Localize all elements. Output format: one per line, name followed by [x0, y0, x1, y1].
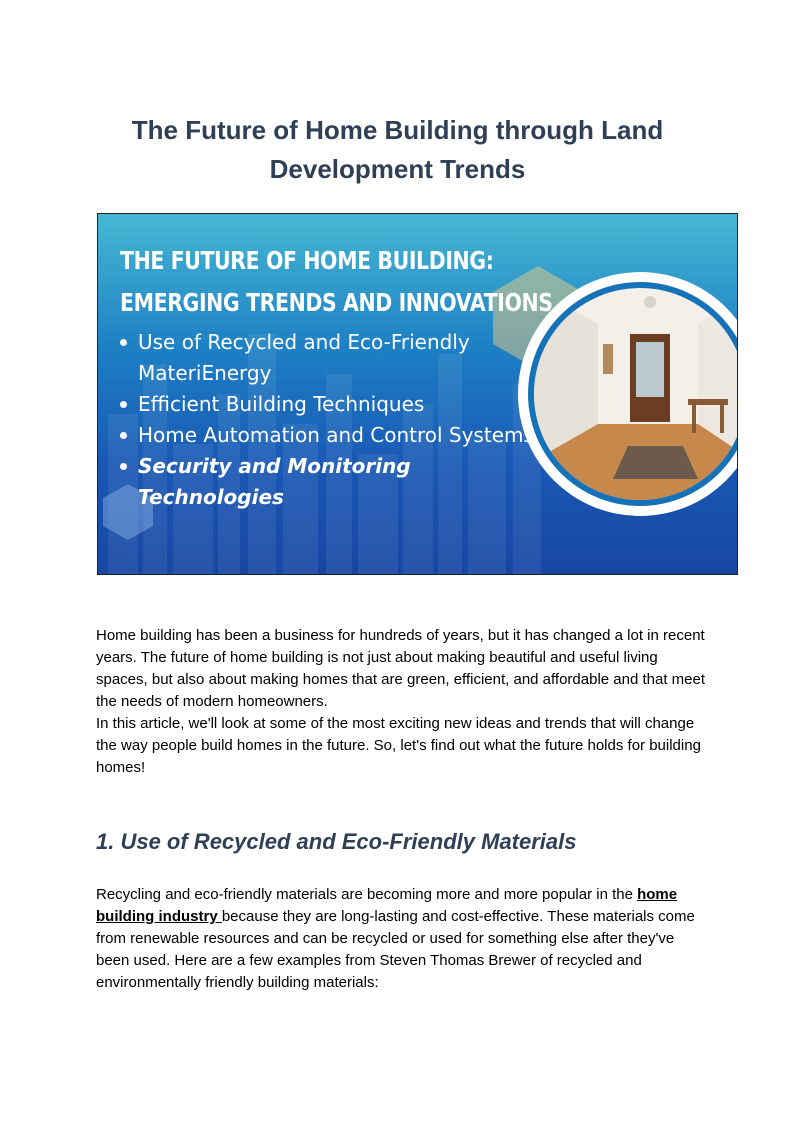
banner-heading-line2: EMERGING TRENDS AND INNOVATIONS	[120, 288, 553, 317]
home-building-industry-link[interactable]: home building industry	[96, 886, 678, 925]
hero-banner-image	[97, 213, 738, 575]
banner-heading-line1: THE FUTURE OF HOME BUILDING:	[120, 246, 494, 275]
banner-item-efficient: Efficient Building Techniques	[118, 389, 558, 420]
section-heading-1: 1. Use of Recycled and Eco-Friendly Materials	[96, 829, 577, 854]
banner-bullet-list	[118, 327, 558, 513]
intro-paragraph-2: In this article, we'll look at some of the most exciting new ideas and trends that will change the way people build homes in the future. So, let's find out what the future holds for building homes!	[96, 715, 701, 776]
page-title: The Future of Home Building through Land Development Trends	[131, 115, 664, 185]
section1-paragraph	[96, 884, 706, 994]
banner-item-automation: Home Automation and Control Systems	[118, 420, 558, 451]
banner-item-recycled: Use of Recycled and Eco-Friendly MateriEnergy	[118, 327, 558, 389]
section1-text-before-link: Recycling and eco-friendly materials are becoming more and more popular in the	[96, 886, 638, 903]
section1-text-after-link: because they are long-lasting and cost-effective. These materials come from renewable resources and can be recycled or used for something else after they've been used. Here are a few examples from Steven Thomas Brewer of recycled and environmentally friendly building materials:	[96, 908, 695, 991]
banner-heading	[120, 240, 553, 324]
banner-item-security: Security and Monitoring Technologies	[118, 451, 558, 513]
intro-paragraph-1: Home building has been a business for hundreds of years, but it has changed a lot in recent years. The future of home building is not just about making beautiful and useful living spaces, but also about making homes that are green, efficient, and affordable and that meet the needs of modern homeowners.	[96, 627, 706, 710]
